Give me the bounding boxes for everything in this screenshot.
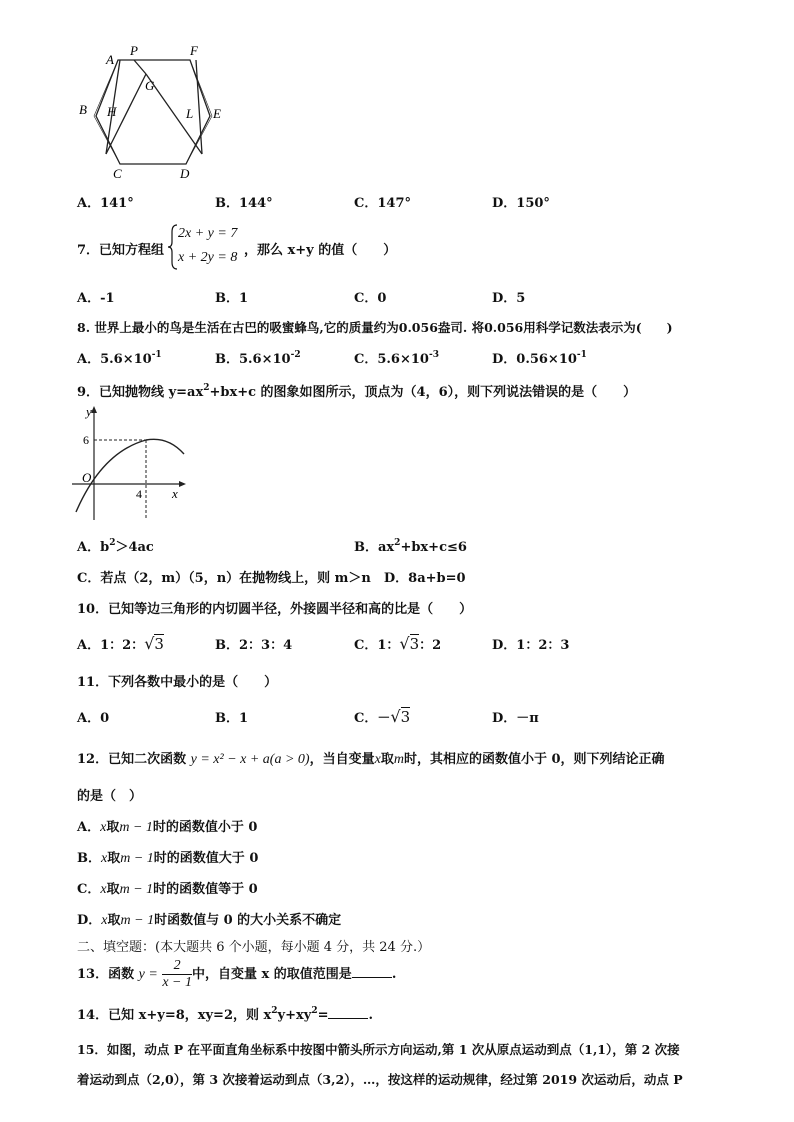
q14-s1: 2 [271,1006,278,1016]
q8-c-exp: -3 [428,350,439,360]
q11-c-text: C．－ [354,711,391,726]
q12-d-label: D． [77,913,102,928]
q11-c-sqrt-arg: 3 [400,708,411,726]
q12-b-m1: m − 1 [120,851,154,866]
q13 [77,958,396,992]
q13-pre: 13．函数 [77,967,135,982]
q12-a-expr: x [100,820,107,835]
q13-num: 2 [162,958,192,975]
q13-end: . [391,967,397,982]
q10-option-d: D．1：2：3 [492,638,570,653]
graph-y-label: y [86,404,92,419]
label-e: E [213,106,221,121]
q14-s2: 2 [311,1006,318,1016]
q14-post: = [317,1008,329,1023]
q9-b-pre: B．ax [354,540,395,555]
q6-option-a: A．141° [77,196,134,211]
q15-line1: 15．如图，动点 P 在平面直角坐标系中按图中箭头所示方向运动,第 1 次从原点运动到点（1,1），第 2 次接 [77,1042,680,1057]
q12-stem [77,748,665,768]
q8-b-text: B．5.6×10 [215,352,291,367]
sqrt-icon: √ [390,707,401,726]
q7-eq2: x + 2y = 8 [178,250,238,265]
q14-blank [328,1006,368,1019]
q7-stem-pre: 7．已知方程组 [77,243,165,258]
q10-option-b: B．2：3：4 [215,638,293,653]
q12-a-mid: 取 [106,820,120,835]
q12-d-tail: 时函数值与 0 的大小关系不确定 [154,913,342,928]
q11-option-c [354,707,410,726]
q12-d-mid: 取 [107,913,121,928]
q8-a-exp: -1 [151,350,162,360]
q13-y: y = [138,967,158,982]
q6-option-b: B．144° [215,196,273,211]
q7-brace [168,224,178,270]
label-g: G [145,78,155,93]
q12-c-expr: x [100,882,107,897]
q12-option-d [77,909,341,929]
q13-post: 中，自变量 x 的取值范围是 [192,967,352,982]
q12-func: y = x² − x + a(a > 0) [190,752,310,767]
q10-c-sqrt-arg: 3 [409,635,420,653]
q8-option-a [77,348,162,367]
q12-take: 取 [380,752,394,767]
q9-a-post: ＞4ac [115,540,154,555]
q14-pre: 14．已知 x+y=8，xy=2，则 x [77,1008,272,1023]
q8-d-exp: -1 [576,350,587,360]
q15-line2: 着运动到点（2,0），第 3 次接着运动到点（3,2），…，按这样的运动规律，经过第 2019 次运动后，动点 P [77,1072,683,1087]
q12-b-label: B． [77,851,101,866]
q13-den: x − 1 [162,975,192,990]
label-p: P [130,44,138,58]
q14-mid: y+xy [277,1008,312,1023]
q9-stem-pre: 9．已知抛物线 y=ax [77,385,204,400]
q12-option-b [77,847,258,867]
q12-a-m1: m − 1 [119,820,153,835]
q12-stem-pre: 12．已知二次函数 [77,752,187,767]
q12-option-a [77,816,257,836]
label-f: F [190,44,198,58]
q12-c-tail: 时的函数值等于 0 [153,882,258,897]
q9-b-post: +bx+c≤6 [400,540,467,555]
q12-m: m [393,752,404,767]
q12-a-tail: 时的函数值小于 0 [152,820,258,835]
q11-option-d: D．－π [492,711,539,726]
q10-a-text: A．1：2： [77,638,145,653]
hexagon-figure [76,44,236,184]
label-c: C [113,166,122,181]
q8-d-text: D．0.56×10 [492,352,577,367]
q12-d-m1: m − 1 [120,913,155,928]
q11-stem: 11．下列各数中最小的是（ ） [77,675,278,690]
q10-option-a [77,634,164,653]
q8-option-b [215,348,301,367]
q12-c-m1: m − 1 [119,882,154,897]
q12-d-expr: x [101,913,108,928]
q7-option-d: D．5 [492,291,526,306]
q8-b-exp: -2 [290,350,301,360]
q10-c-post: ：2 [419,638,442,653]
parabola-graph [72,404,192,524]
q7-option-b: B．1 [215,291,249,306]
q8-stem: 8. 世界上最小的鸟是生活在古巴的吸蜜蜂鸟,它的质量约为0.056盎司. 将0.056用科学记数法表示为( ) [77,320,673,335]
graph-tick-4: 4 [136,487,142,501]
q6-option-d: D．150° [492,196,550,211]
q12-option-c [77,878,258,898]
q7-stem-post: ，那么 x+y 的值（ ） [244,243,397,258]
q12-c-mid: 取 [106,882,120,897]
sqrt-icon: √ [399,634,410,653]
q12-var: x [374,752,381,767]
q7-option-a: A．-1 [77,291,115,306]
q8-option-c [354,348,439,367]
q13-fraction [162,958,192,991]
q6-option-c: C．147° [354,196,411,211]
q9-stem-sup: 2 [203,383,210,393]
q11-option-b: B．1 [215,711,249,726]
graph-x-label: x [172,486,178,501]
q7-option-c: C．0 [354,291,387,306]
q12-c-label: C． [77,882,101,897]
q12-stem-mid: ，当自变量 [309,752,375,767]
q10-stem: 10．已知等边三角形的内切圆半径，外接圆半径和高的比是（ ） [77,602,473,617]
q10-a-sqrt-arg: 3 [154,635,164,653]
q9-a-pre: A．b [77,540,110,555]
graph-tick-6: 6 [83,433,89,447]
q13-blank [352,965,392,978]
label-a: A [106,52,114,67]
graph-origin: O [82,470,92,485]
q14 [77,1004,373,1023]
q9-stem-post: +bx+c 的图象如图所示，顶点为（4，6），则下列说法错误的是（ ） [209,385,637,400]
sqrt-icon: √ [144,634,155,653]
q12-a-label: A． [77,820,101,835]
label-b: B [79,102,87,117]
q9-a-sup: 2 [109,538,116,548]
q9-stem [77,381,636,400]
q7-eq1: 2x + y = 7 [178,226,238,241]
label-h: H [107,104,117,119]
q10-option-c [354,634,441,653]
q8-c-text: C．5.6×10 [354,352,429,367]
label-l: L [186,106,194,121]
q9-option-a [77,536,154,555]
q7-stem [77,239,164,258]
q12-b-expr: x [101,851,108,866]
q12-stem-line2: 的是（ ） [77,789,143,804]
q11-option-a: A．0 [77,711,110,726]
label-d: D [180,166,190,181]
q14-end: . [368,1008,374,1023]
q9-b-sup: 2 [394,538,401,548]
q8-option-d [492,348,587,367]
section-heading: 二、填空题：(本大题共 6 个小题，每小题 4 分，共 24 分.） [77,940,431,955]
q12-stem-post: 时，其相应的函数值小于 0，则下列结论正确 [403,752,665,767]
q9-option-cd: C．若点（2，m）（5，n）在抛物线上，则 m＞n D．8a+b=0 [77,571,466,586]
q9-option-b [354,536,467,555]
q12-b-mid: 取 [107,851,121,866]
q12-b-tail: 时的函数值大于 0 [153,851,259,866]
q10-c-pre: C．1： [354,638,400,653]
q8-a-text: A．5.6×10 [77,352,152,367]
